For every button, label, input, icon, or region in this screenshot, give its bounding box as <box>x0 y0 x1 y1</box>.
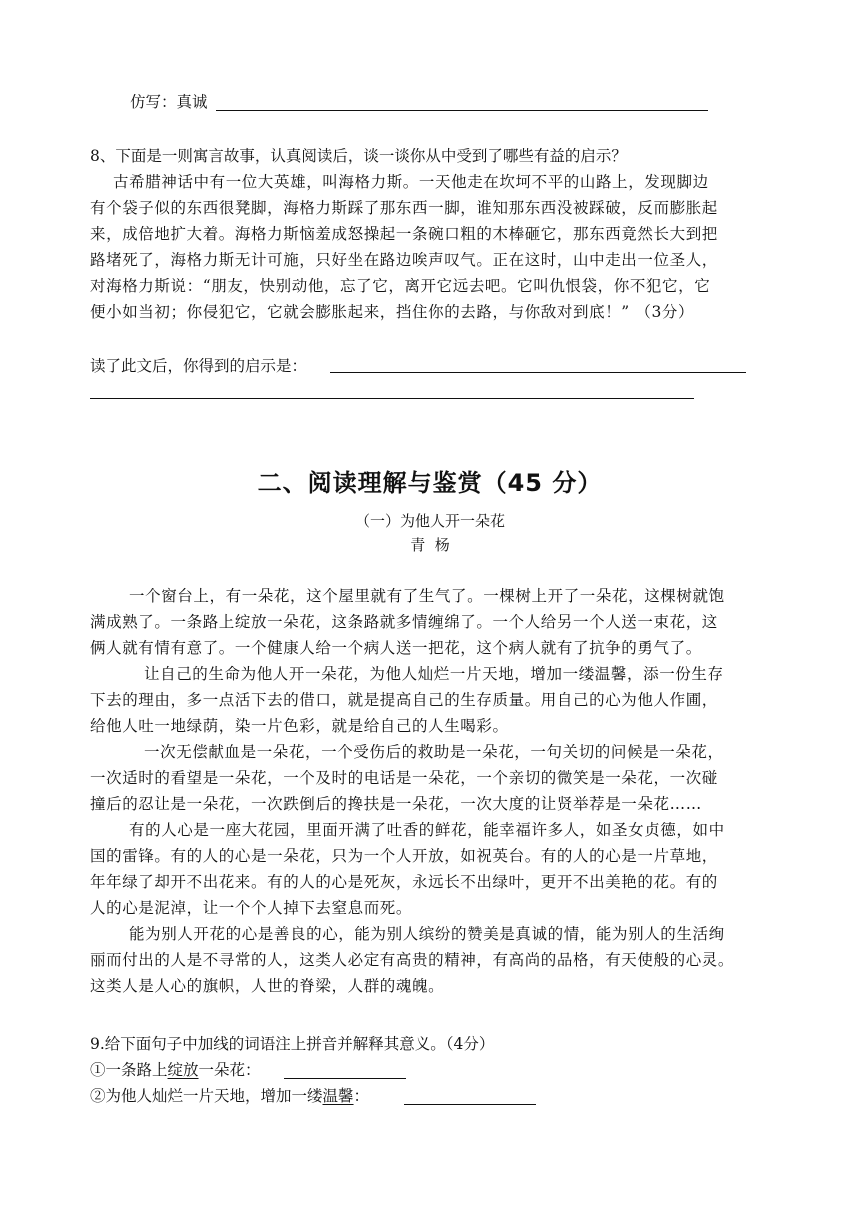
passage-line: 下去的理由，多一点活下去的借口，就是提高自己的生存质量。用自己的心为他人作圃， <box>90 691 718 709</box>
passage-line: 满成熟了。一条路上绽放一朵花，这条路就多情缠绵了。一个人给另一个人送一束花，这 <box>90 613 718 631</box>
passage-line: 给他人吐一地绿荫，染一片色彩，就是给自己的人生喝彩。 <box>90 717 509 735</box>
q8-answer-line-1[interactable] <box>330 372 746 373</box>
passage-line: 一个窗台上，有一朵花，这个屋里就有了生气了。一棵树上开了一朵花，这棵树就饱 <box>129 587 725 605</box>
q9-item-1-word: 绽放 <box>167 1061 199 1079</box>
q9-item-2 <box>90 1082 369 1110</box>
q9-item-2-pre: ②为他人灿烂一片天地，增加一缕 <box>90 1087 323 1105</box>
q9-item-1-post: 一朵花： <box>198 1061 261 1079</box>
q9-item-1-answer-line[interactable] <box>284 1078 406 1079</box>
passage-line: 这类人是人心的旗帜，人世的脊梁，人群的魂魄。 <box>90 977 445 995</box>
q9-item-2-word: 温馨 <box>322 1087 354 1105</box>
q9-item-1-pre: ①一条路上 <box>90 1061 168 1079</box>
q8-prompt: 8、下面是一则寓言故事，认真阅读后，谈一谈你从中受到了哪些有益的启示？ <box>90 147 627 165</box>
passage-title: （一）为他人开一朵花 <box>354 512 505 530</box>
section-title: 二、阅读理解与鉴赏（45 分） <box>257 469 603 497</box>
passage-line: 撞后的忍让是一朵花，一次跌倒后的搀扶是一朵花，一次大度的让贤举荐是一朵花…… <box>90 795 702 813</box>
q9-prompt: 9.给下面句子中加线的词语注上拼音并解释其意义。（4分） <box>90 1035 495 1053</box>
story-line: 对海格力斯说：“朋友，快别动他，忘了它，离开它远去吧。它叫仇恨袋，你不犯它，它 <box>90 277 711 295</box>
passage-line: 丽而付出的人是不寻常的人，这类人必定有高贵的精神，有高尚的品格，有天使般的心灵。 <box>90 951 735 969</box>
story-line: 古希腊神话中有一位大英雄，叫海格力斯。一天他走在坎坷不平的山路上，发现脚边 <box>113 173 709 191</box>
passage-line: 让自己的生命为他人开一朵花，为他人灿烂一片天地，增加一缕温馨，添一份生存 <box>144 665 724 683</box>
passage-line: 一次适时的看望是一朵花，一个及时的电话是一朵花，一个亲切的微笑是一朵花，一次碰 <box>90 769 718 787</box>
passage-line: 能为别人开花的心是善良的心，能为别人缤纷的赞美是真诚的情，能为别人的生活绚 <box>129 925 725 943</box>
passage-line: 人的心是泥淖，让一个个人掉下去窒息而死。 <box>90 899 413 917</box>
story-line: 有个袋子似的东西很凳脚，海格力斯踩了那东西一脚，谁知那东西没被踩破，反而膨胀起 <box>90 199 718 217</box>
passage-line: 国的雷锋。有的人的心是一朵花，只为一个人开放，如祝英台。有的人的心是一片草地， <box>90 847 718 865</box>
q9-item-2-answer-line[interactable] <box>404 1104 536 1105</box>
story-line: 来，成倍地扩大着。海格力斯恼羞成怒操起一条碗口粗的木棒砸它，那东西竟然长大到把 <box>90 225 718 243</box>
passage-author: 青 杨 <box>410 536 450 554</box>
q8-answer-label: 读了此文后，你得到的启示是： <box>90 357 308 375</box>
imitation-answer-line[interactable] <box>216 110 708 111</box>
passage-line: 一次无偿献血是一朵花，一个受伤后的救助是一朵花，一句关切的问候是一朵花， <box>144 743 724 761</box>
imitation-label: 仿写：真诚 <box>130 93 208 111</box>
story-line: 路堵死了，海格力斯无计可施，只好坐在路边唉声叹气。正在这时，山中走出一位圣人， <box>90 251 718 269</box>
q8-answer-line-2[interactable] <box>90 398 694 399</box>
story-line: 便小如当初；你侵犯它，它就会膨胀起来，挡住你的去路，与你敌对到底！” （3分） <box>90 303 695 321</box>
passage-line: 年年绿了却开不出花来。有的人的心是死灰，永远长不出绿叶，更开不出美艳的花。有的 <box>90 873 718 891</box>
q9-item-2-post: ： <box>353 1087 370 1105</box>
q9-item-1 <box>90 1056 261 1084</box>
passage-line: 有的人心是一座大花园，里面开满了吐香的鲜花，能幸福许多人，如圣女贞德，如中 <box>129 821 725 839</box>
passage-line: 俩人就有情有意了。一个健康人给一个病人送一把花，这个病人就有了抗争的勇气了。 <box>90 639 702 657</box>
